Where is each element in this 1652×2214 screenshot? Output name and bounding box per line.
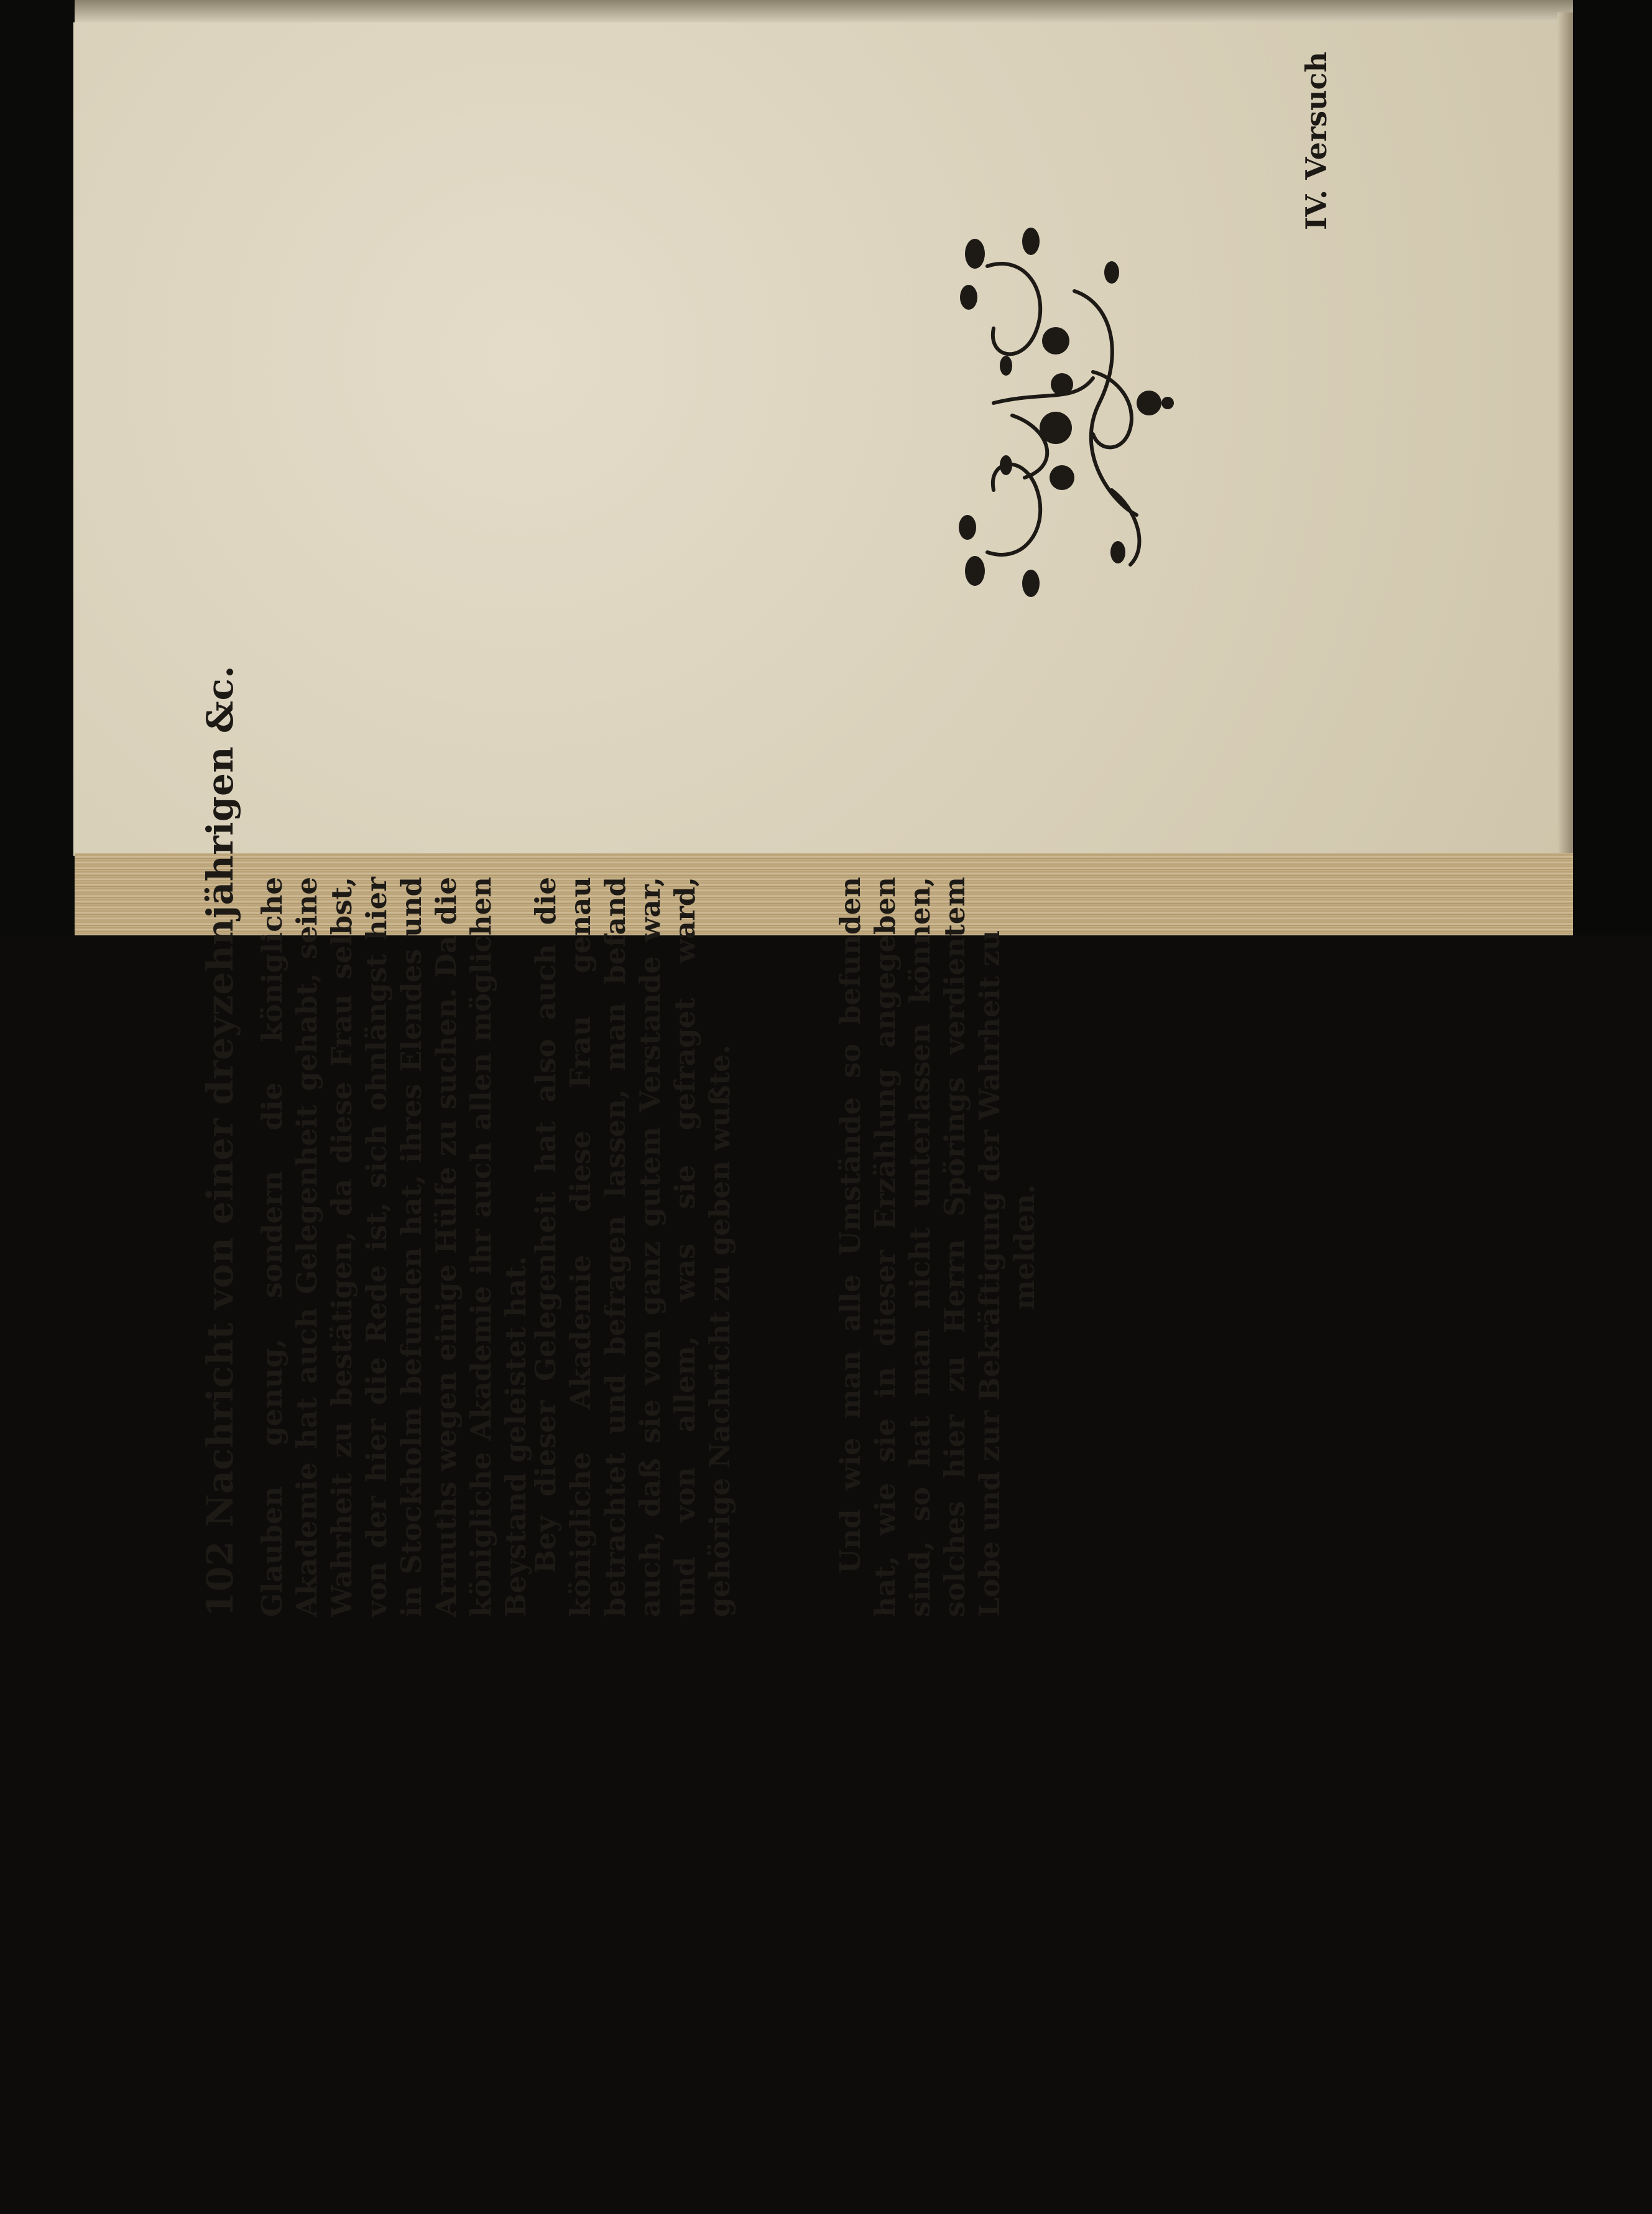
right-background [1573,0,1652,935]
running-head-title: Nachricht von einer dreyzehnjährigen &c. [199,665,241,1527]
page-text-block [162,665,1561,1685]
paragraph-1: Glauben genug, sondern die königliche Akademie hat auch Gelegenheit gehabt, seine Wahrheit zu bestätigen, da diese Frau selbst, von der hier die Rede ist, sich ohnlängst hier in Stockholm befunden hat, ihres Elendes und Armuths wegen einige Hülfe zu suchen. Da die königliche Akademie ihr auch allen möglichen Beystand geleistet hat. [256,877,532,1617]
paragraph-3-text: Und wie man alle Umstände so befunden hat, wie sie in dieser Erzählung angegeben sind, so hat man nicht unterlassen können, solches hier zu Herrn Spörings verdientem Lobe und zur Bekräftigung der Wahrheit zu [834,877,1006,1617]
paragraph-3 [833,877,1042,1617]
top-page-edge [75,0,1574,22]
paragraph-2: Bey dieser Gelegenheit hat also auch die königliche Akademie diese Frau genau betrachtet und befragen lassen, man befand auch, daß sie von ganz gutem Verstande war, und von allem, was sie gefraget ward, gehörige Nachricht zu geben wußte. [529,877,736,1617]
floral-basket-ornament-icon [950,216,1193,602]
catchword: IV. Versuch [1299,52,1333,230]
page-number: 102 [199,1540,241,1617]
rotated-text-wrapper [162,665,1041,2214]
paragraph-3-last-line: melden. [1008,1184,1041,1310]
left-background [0,0,75,935]
running-header [199,665,241,1617]
catchword-wrapper [1299,52,1355,230]
